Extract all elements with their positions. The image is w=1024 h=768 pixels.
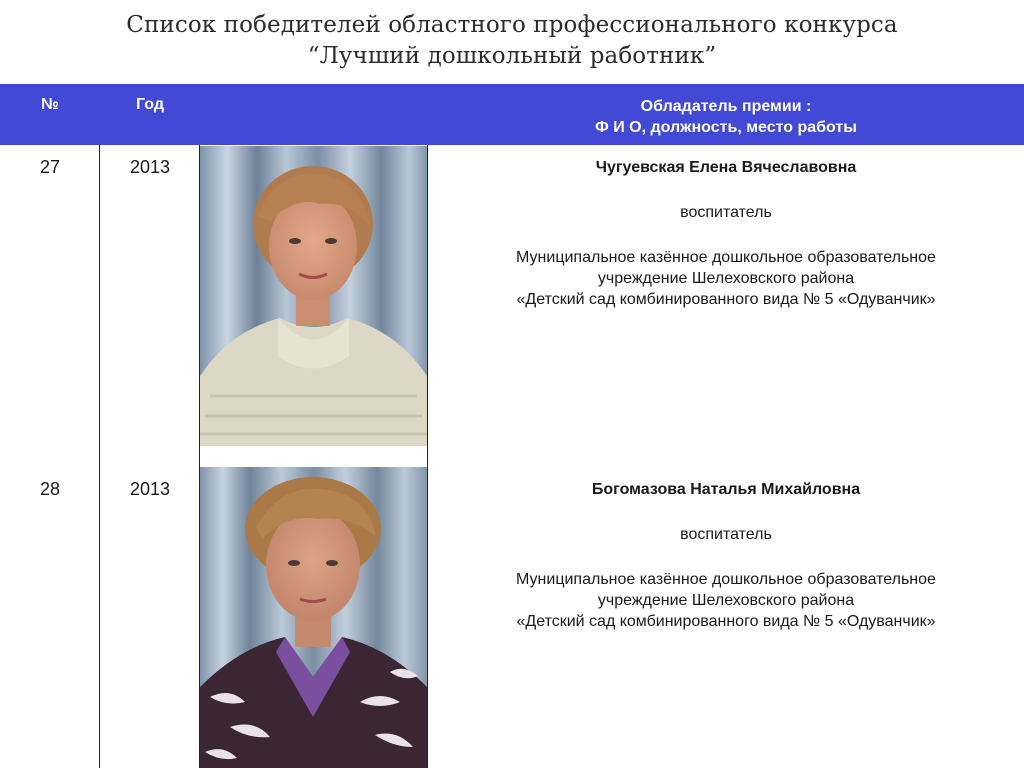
row-2-org-line-1: Муниципальное казённое дошкольное образовательное: [516, 571, 936, 588]
row-1-portrait-photo: [200, 146, 427, 446]
column-divider-1: [99, 145, 100, 768]
row-2-winner-organization: [428, 569, 1024, 632]
row-1-org-line-1: Муниципальное казённое дошкольное образовательное: [516, 249, 936, 266]
header-winner: [428, 96, 1024, 138]
title-line-2: “Лучший дошкольный работник”: [307, 43, 717, 69]
header-winner-line-2: Ф И О, должность, место работы: [595, 119, 857, 136]
row-1-org-line-3: «Детский сад комбинированного вида № 5 «Одуванчик»: [516, 291, 936, 308]
row-1-winner-organization: [428, 247, 1024, 310]
header-year: Год: [136, 96, 164, 113]
row-2-winner-info: [428, 479, 1024, 632]
row-2-org-line-2: учреждение Шелеховского района: [597, 592, 855, 609]
row-1-org-line-2: учреждение Шелеховского района: [597, 270, 855, 287]
header-number: №: [41, 96, 59, 113]
title-line-1: Список победителей областного профессионального конкурса: [126, 12, 898, 38]
row-1-winner-name: Чугуевская Елена Вячеславовна: [595, 159, 857, 176]
row-2-winner-position: воспитатель: [680, 526, 772, 543]
table-header: [0, 84, 1024, 145]
row-2-winner-name: Богомазова Наталья Михайловна: [591, 481, 861, 498]
row-1-year: 2013: [129, 157, 171, 177]
row-2-number: 28: [39, 479, 61, 499]
page-title: [0, 10, 1024, 72]
row-1-winner-info: [428, 157, 1024, 310]
header-winner-line-1: Обладатель премии :: [640, 98, 812, 115]
row-2-portrait-photo: [200, 467, 427, 768]
row-1-number: 27: [39, 157, 61, 177]
row-2-org-line-3: «Детский сад комбинированного вида № 5 «Одуванчик»: [516, 613, 936, 630]
row-2-year: 2013: [129, 479, 171, 499]
row-1-winner-position: воспитатель: [680, 204, 772, 221]
